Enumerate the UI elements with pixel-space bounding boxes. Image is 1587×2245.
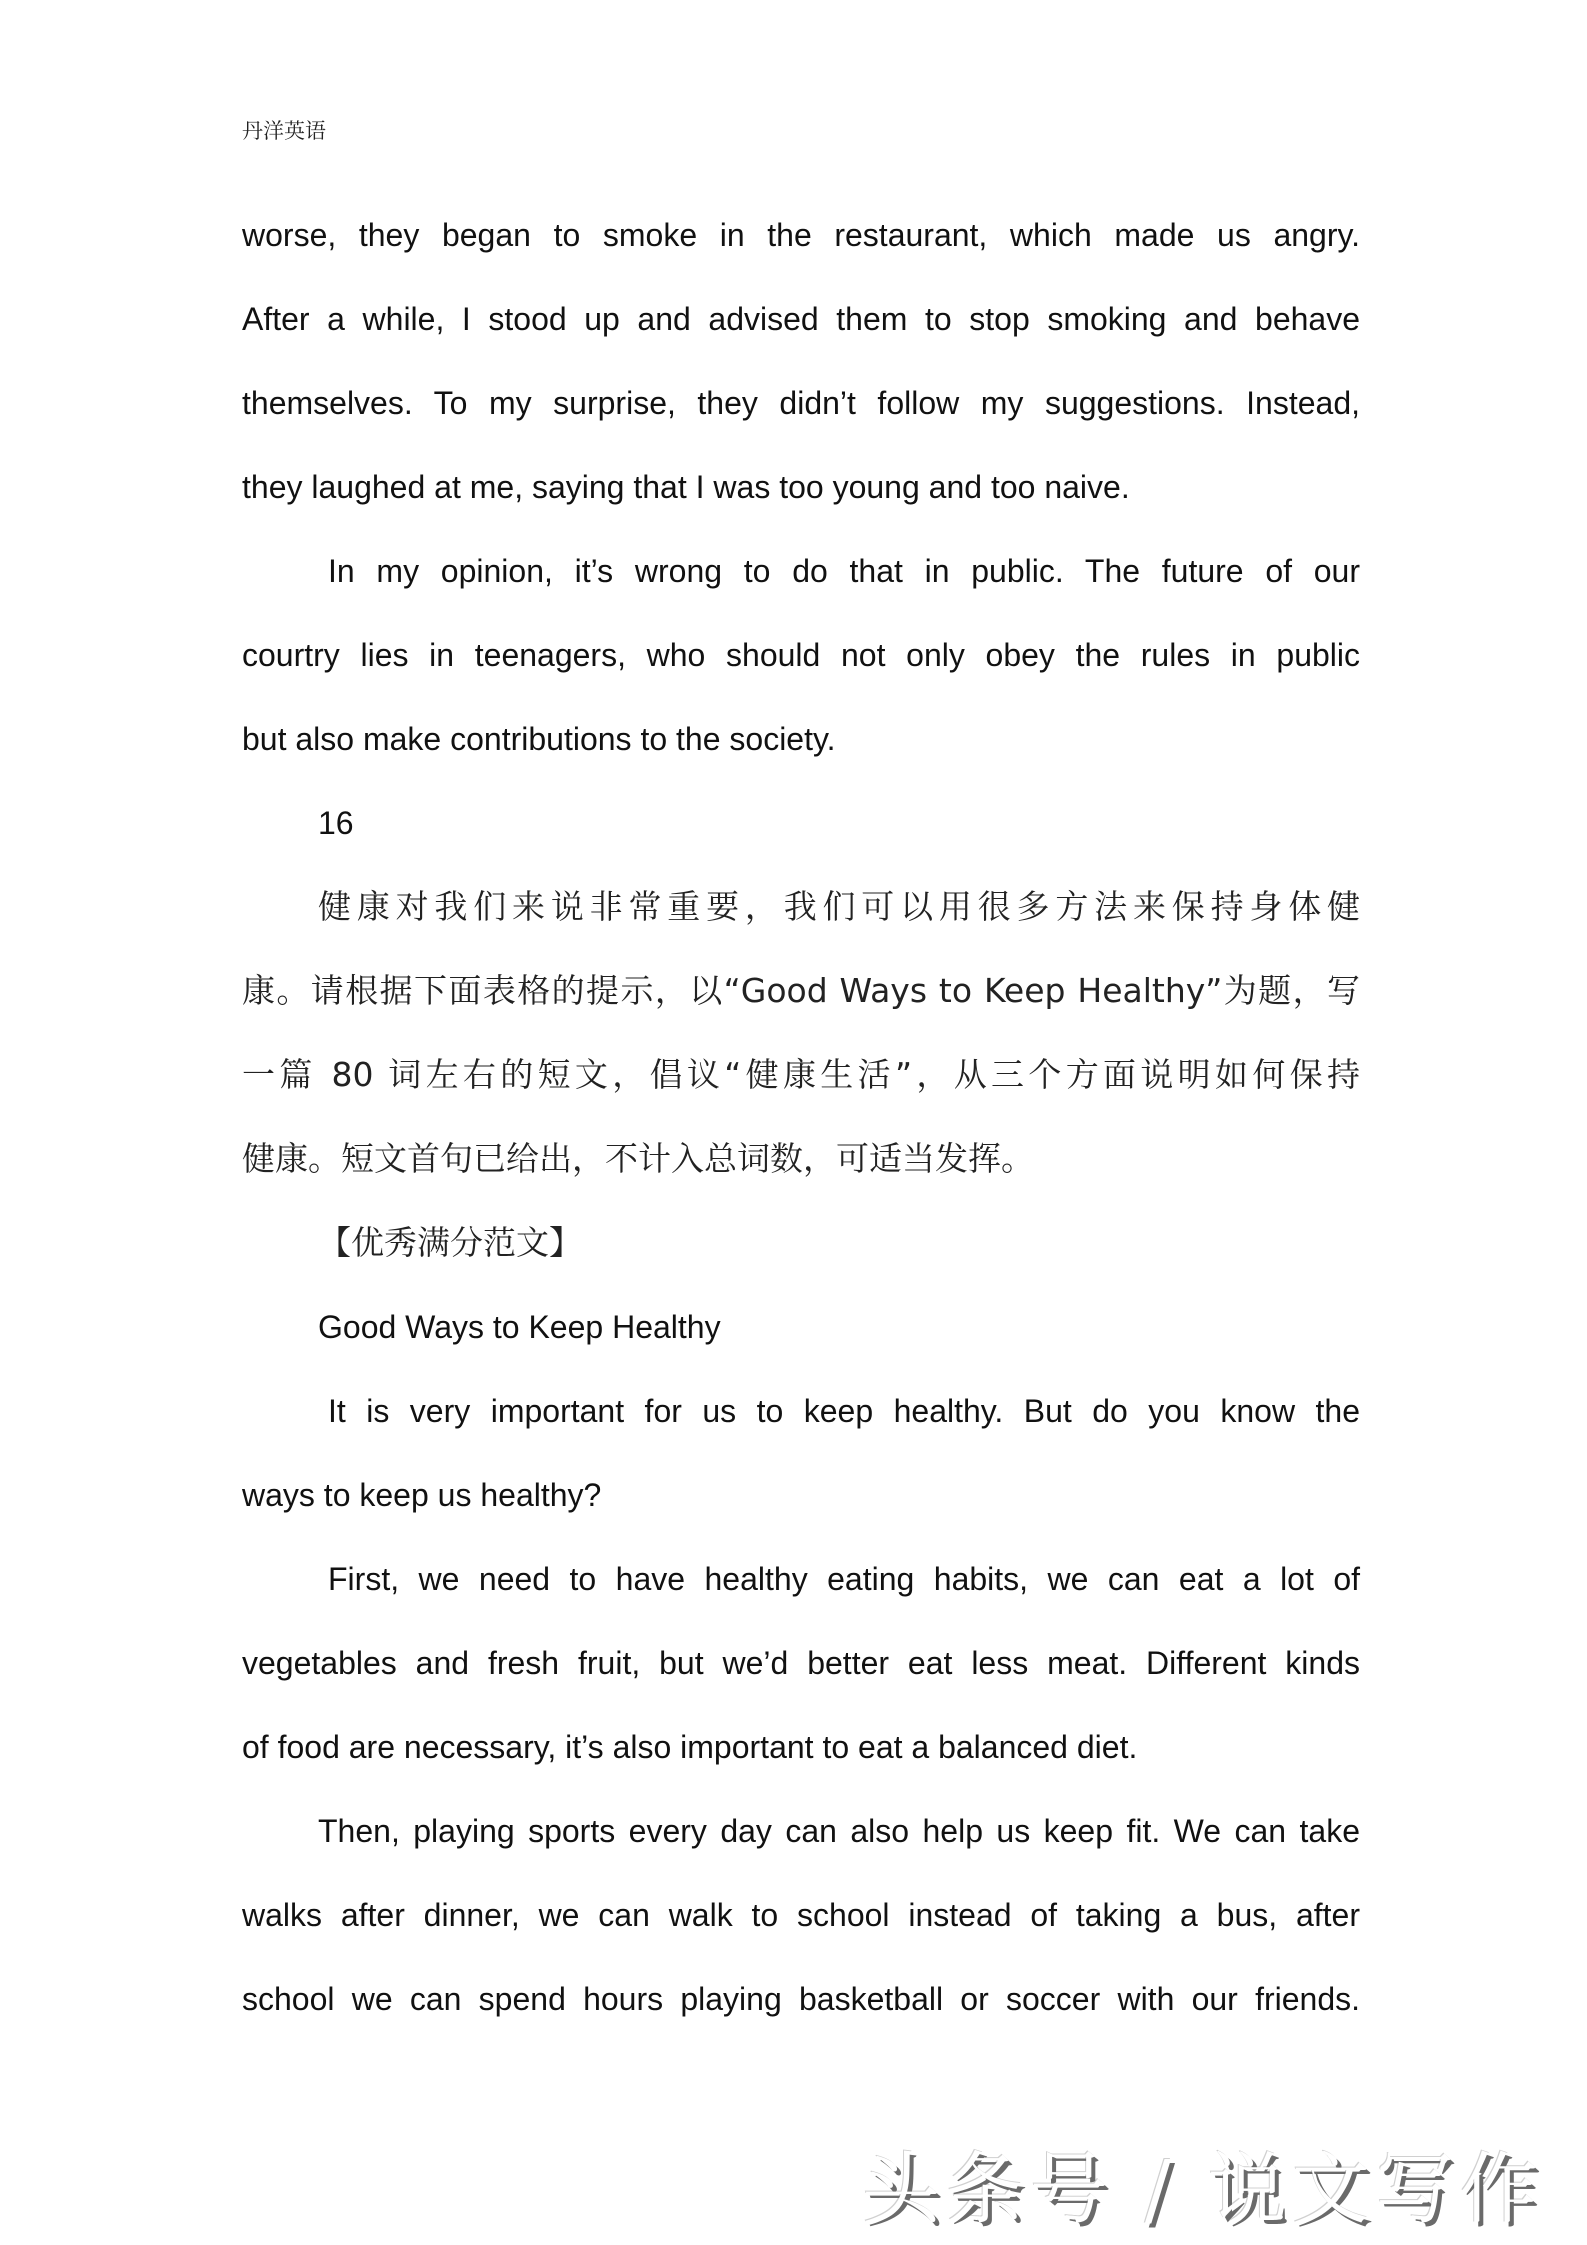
prompt-line: 健康对我们来说非常重要，我们可以用很多方法来保持身体健 <box>318 887 1360 926</box>
text-line: vegetables and fresh fruit, but we’d better eat less meat. Different kinds <box>242 1645 1360 1681</box>
question-number: 16 <box>318 805 354 841</box>
text-line: courtry lies in teenagers, who should not only obey the rules in public <box>242 637 1360 673</box>
paragraph-start-line: In my opinion, it’s wrong to do that in public. The future of our <box>328 553 1360 589</box>
text-line: they laughed at me, saying that I was too young and too naive. <box>242 469 1130 505</box>
text-line: but also make contributions to the society. <box>242 721 836 757</box>
essay-title: Good Ways to Keep Healthy <box>318 1309 721 1345</box>
text-line: After a while, I stood up and advised them to stop smoking and behave <box>242 301 1360 337</box>
text-line: school we can spend hours playing basketball or soccer with our friends. <box>242 1981 1360 2017</box>
text-line: ways to keep us healthy? <box>242 1477 602 1513</box>
section-label: 【优秀满分范文】 <box>318 1223 582 1262</box>
text-line: walks after dinner, we can walk to school instead of taking a bus, after <box>242 1897 1360 1933</box>
prompt-line: 康。请根据下面表格的提示，以“Good Ways to Keep Healthy”为题，写 <box>242 971 1360 1010</box>
page-header-source: 丹洋英语 <box>242 119 326 143</box>
paragraph-start-line: Then, playing sports every day can also help us keep fit. We can take <box>318 1813 1360 1849</box>
prompt-line: 健康。短文首句已给出，不计入总词数，可适当发挥。 <box>242 1139 1034 1178</box>
text-line: of food are necessary, it’s also important to eat a balanced diet. <box>242 1729 1138 1765</box>
prompt-line: 一篇 80 词左右的短文，倡议“健康生活”，从三个方面说明如何保持 <box>242 1055 1360 1094</box>
text-line: themselves. To my surprise, they didn’t follow my suggestions. Instead, <box>242 385 1360 421</box>
text-line: worse, they began to smoke in the restaurant, which made us angry. <box>242 217 1360 253</box>
document-body <box>242 193 1360 2041</box>
watermark: 头条号 / 说文写作 <box>862 2145 1544 2235</box>
paragraph-start-line: First, we need to have healthy eating habits, we can eat a lot of <box>328 1561 1360 1597</box>
paragraph-start-line: It is very important for us to keep healthy. But do you know the <box>328 1393 1360 1429</box>
